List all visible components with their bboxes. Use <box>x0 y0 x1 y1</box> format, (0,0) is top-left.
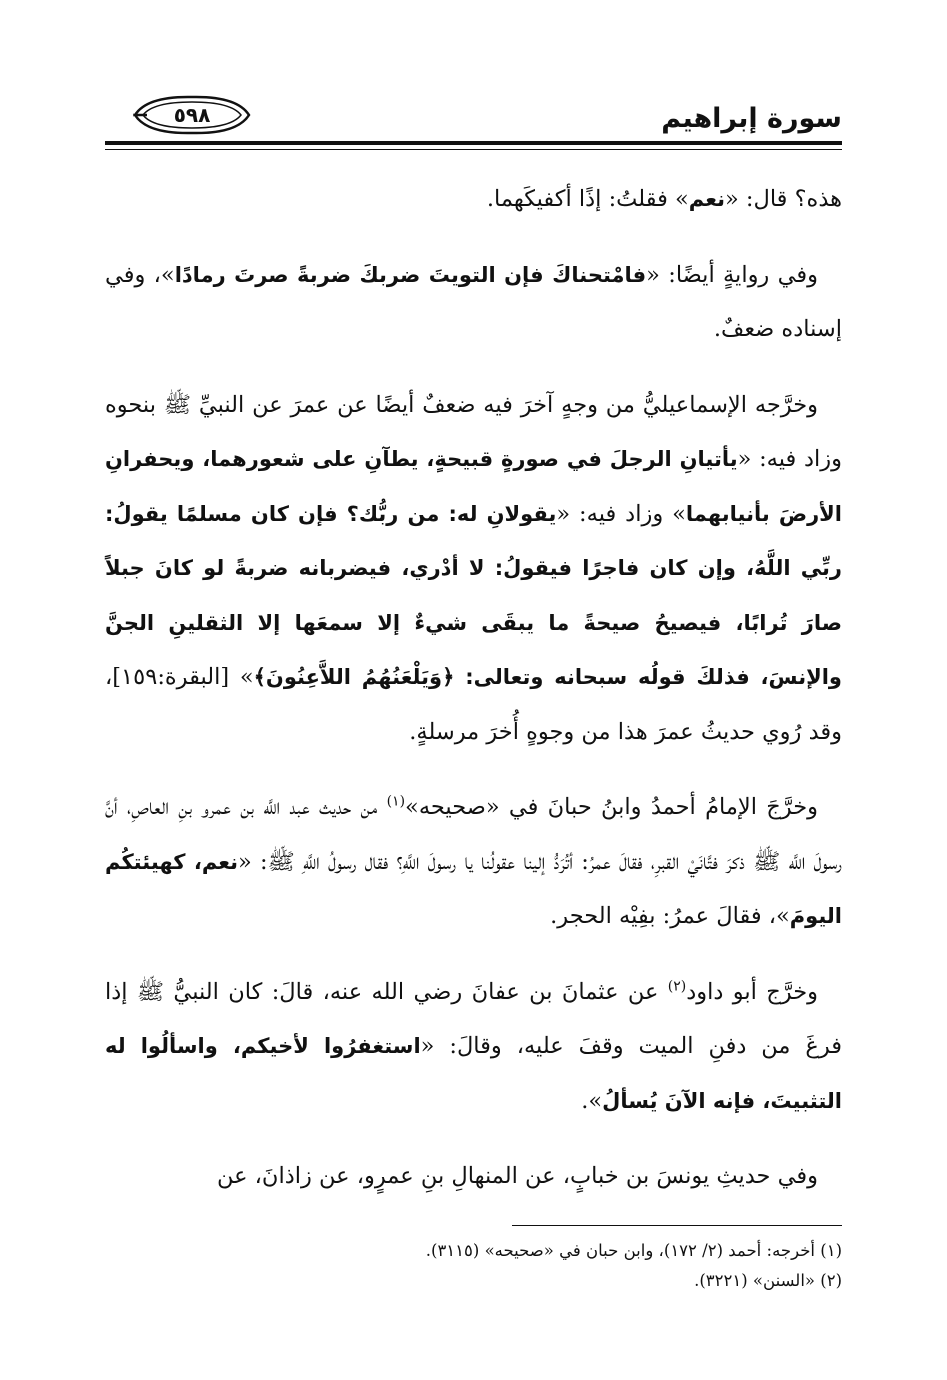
page-number: ٥٩٨ <box>173 103 211 127</box>
paragraph-4 <box>105 780 842 944</box>
hadith-quote: يأتيانِ الرجلَ في صورةٍ قبيحةٍ، يطآنِ على شعورهما، ويحفرانِ الأرضَ بأنيابهما <box>105 447 843 526</box>
page-number-badge <box>133 94 251 136</box>
page-header <box>105 85 842 145</box>
footnote-ref-1[interactable]: (١) <box>386 793 406 810</box>
footnote-rule <box>512 1225 842 1226</box>
text-run: وخرَّجَ الإمامُ أحمدُ وابنُ حبانَ في «صحيحه» <box>405 794 818 820</box>
text-run: » [البقرة:١٥٩]، وقد رُوي حديثُ عمرَ هذا من وجوهٍ أُخرَ مرسلةٍ. <box>105 664 842 745</box>
text-run: وخرَّجه الإسماعيليُّ من وجهٍ آخرَ فيه ضعفٌ أيضًا عن عمرَ عن النبيِّ ﷺ بنحوه وزاد فيه: « <box>105 391 842 472</box>
text-run: »، فقالَ عمرُ: بفِيْه الحجر. <box>550 903 790 929</box>
header-rule-thin <box>105 149 842 150</box>
text-run: هذه؟ قال: « <box>724 186 842 212</box>
footnotes <box>105 1236 842 1296</box>
hadith-quote: نعم، كهيئتكُم اليومَ <box>105 849 842 928</box>
paragraph-1 <box>105 172 842 227</box>
header-rule-thick <box>105 141 842 145</box>
footnote-ref-2[interactable]: (٢) <box>667 978 687 994</box>
text-run: »، وفي إسناده ضعفٌ. <box>105 261 842 342</box>
hadith-quote: نعم <box>688 187 725 211</box>
text-run: وخرَّج أبو داود <box>686 978 818 1005</box>
main-text <box>105 172 842 1225</box>
text-run: » وزاد فيه: « <box>556 500 686 527</box>
footnote-1: (١) أخرجه: أحمد (٢/ ١٧٢)، وابن حبان في «صحيحه» (٣١١٥). <box>425 1241 842 1260</box>
paragraph-2 <box>105 248 842 357</box>
text-run: ». <box>581 1087 603 1114</box>
surah-title: سورة إبراهيم <box>661 103 842 134</box>
hadith-quote: استغفرُوا لأخيكم، واسألُوا له التثبيتَ، فإنه الآنَ يُسألُ <box>105 1034 842 1113</box>
text-run: عن عثمانَ بن عفانَ رضي الله عنه، قالَ: كان النبيُّ ﷺ إذا فرغَ من دفنِ الميت وقفَ عليه، وقالَ: « <box>105 978 842 1059</box>
footnote-2: (٢) «السنن» (٣٢٢١). <box>694 1271 842 1290</box>
paragraph-6 <box>105 1149 842 1204</box>
hadith-quote: يقولانِ له: من ربُّك؟ فإن كان مسلمًا يقولُ: ربِّي اللَّهُ، وإن كان فاجرًا فيقولُ: لا أدْري، فيضربانه ضربةً لو كانَ جبلاً صارَ تُرابًا، فيصيحُ صيحةً ما يبقَى شيءٌ إلا سمعَها إلا الثقلينِ الجنَّ والإنسَ، فذلكَ قولُه سبحانه وتعالى: ﴿وَيَلْعَنُهُمُ اللاَّعِنُونَ﴾ <box>105 501 842 689</box>
paragraph-5 <box>105 965 842 1129</box>
text-run: من حديث عبد اللَّه بن عمرو بنِ العاصِ، أنَّ رسولَ اللَّه ﷺ ذكرَ فتَّانَيْ القبرِ، فقالَ عمرُ: أتُرَدُّ إلينا عقولُنا يا رسولَ اللَّهِ؟ فقال رسولُ اللَّهِ ﷺ: « <box>105 794 843 875</box>
text-run: وفي روايةٍ أيضًا: « <box>646 261 818 288</box>
paragraph-3 <box>105 378 842 760</box>
text-run: وفي حديثِ يونسَ بن خبابٍ، عن المنهالِ بنِ عمرٍو، عن زاذانَ، عن <box>216 1163 818 1189</box>
hadith-quote: فامْتحناكَ فإن التويتَ ضربكَ ضربةً صرتَ رمادًا <box>174 262 647 287</box>
text-run: » فقلتُ: إذًا أكفيكَهما. <box>486 186 689 212</box>
